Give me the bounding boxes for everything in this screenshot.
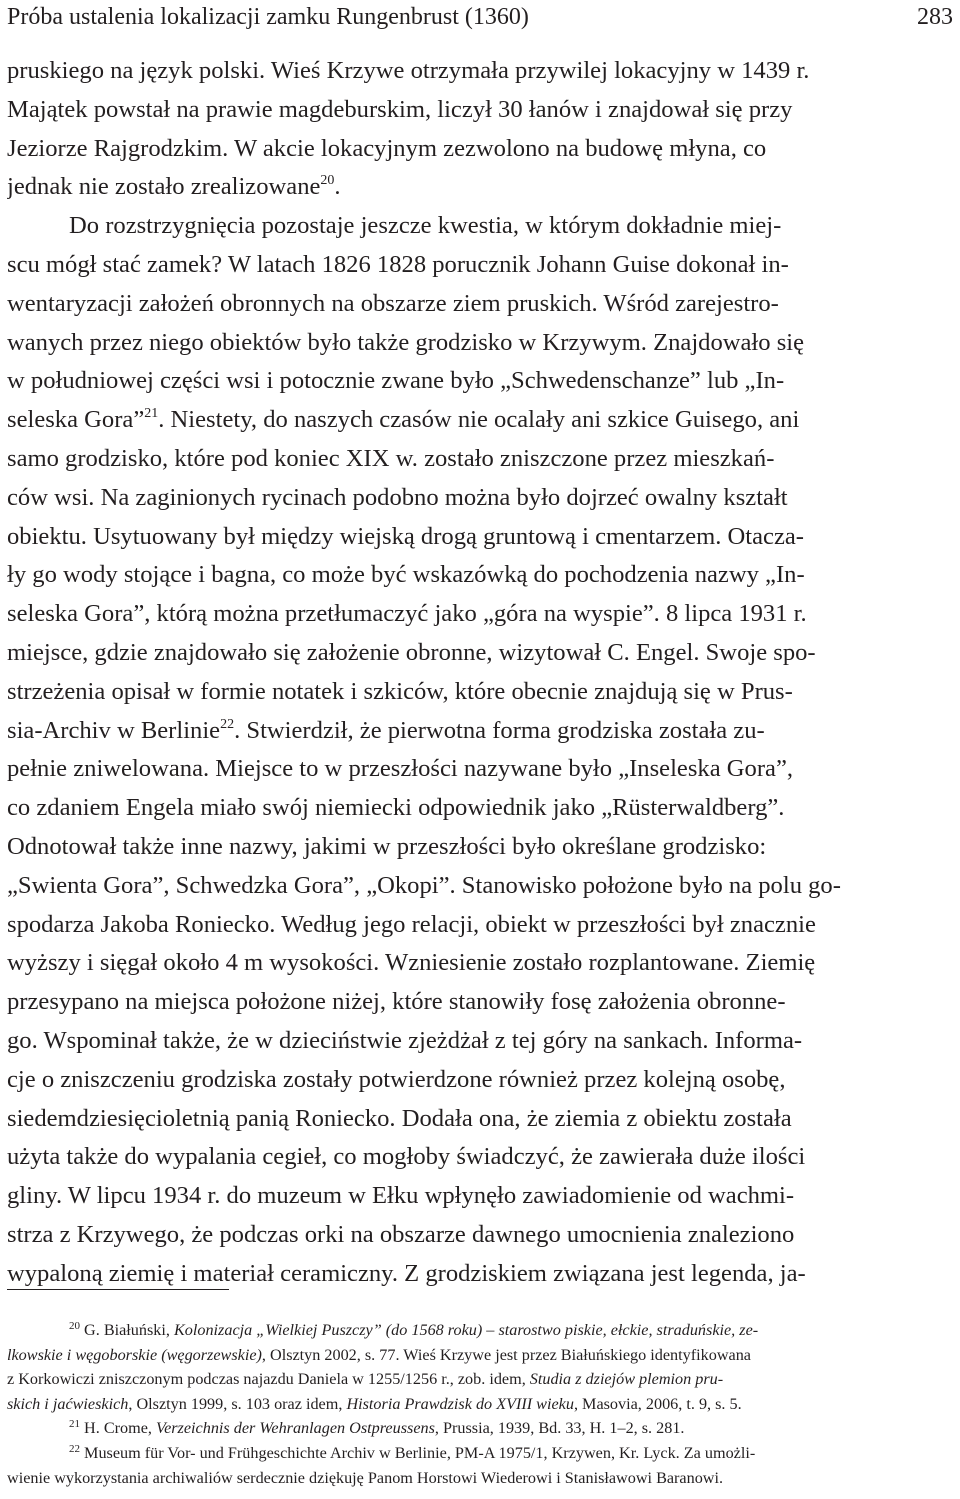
footnote-22: $^{22}$ Museum für Vor- und Frühgeschichte Archiv w Berlinie, PM-A 1975/1, Krzywen, Kr. Lyck. Za umożli- — [69, 1442, 756, 1462]
text-line: przesypano na miejsca położone niżej, które stanowiły fosę założenia obronne- — [7, 988, 786, 1016]
text-line: użyta także do wypalania cegieł, co mogłoby świadczyć, że zawierała duże ilości — [7, 1143, 806, 1171]
text-line: miejsce, gdzie znajdowało się założenie obronne, wizytował C. Engel. Swoje spo- — [7, 638, 816, 666]
text-line: siedemdziesięcioletnią panią Roniecko. Dodała ona, że ziemia z obiektu została — [7, 1104, 792, 1132]
footnote-line: skich i jaćwieskich, Olsztyn 1999, s. 103 oraz idem, Historia Prawdzisk do XVIII wieku, Masovia, 2006, t. 9, s. 5. — [7, 1394, 742, 1413]
text-line: wentaryzacji założeń obronnych na obszarze ziem pruskich. Wśród zarejestro- — [7, 289, 779, 317]
text-line: co zdaniem Engela miało swój niemiecki odpowiednik jako „Rüsterwaldberg”. — [7, 794, 785, 822]
footnote-20: $^{20}$ G. Białuński, Kolonizacja „Wielkiej Puszczy” (do 1568 roku) – starostwo piskie, ełckie, straduńskie, ze- — [69, 1320, 759, 1339]
footnote-ref-21[interactable]: 21 — [144, 406, 159, 422]
text-line: go. Wspominał także, że w dzieciństwie zjeżdżał z tej góry na sankach. Informa- — [7, 1026, 803, 1054]
text-line: obiektu. Usytuowany był między wiejską drogą gruntową i cmentarzem. Otacza- — [7, 522, 804, 550]
footnote-ref-22[interactable]: 22 — [220, 716, 235, 732]
text-line: seleska Gora”$^{21}$. Niestety, do naszych czasów nie ocalały ani szkice Guisego, ani — [7, 406, 800, 434]
text-line: Jeziorze Rajgrodzkim. W akcie lokacyjnym zezwolono na budowę młyna, co — [7, 134, 767, 162]
text-line: samo grodzisko, które pod koniec XIX w. zostało zniszczone przez mieszkań- — [7, 444, 775, 472]
text-line: pruskiego na język polski. Wieś Krzywe otrzymała przywilej lokacyjny w 1439 r. — [7, 57, 810, 84]
text-line: sia-Archiv w Berlinie$^{22}$. Stwierdził, że pierwotna forma grodziska została zu- — [7, 716, 765, 744]
text-line: wypaloną ziemię i materiał ceramiczny. Z grodziskiem związana jest legenda, ja- — [7, 1259, 806, 1287]
footnote-number: 22 — [69, 1442, 80, 1455]
text-line: strza z Krzywego, że podczas orki na obszarze dawnego umocnienia znaleziono — [7, 1220, 795, 1248]
footnote-number: 21 — [69, 1418, 80, 1431]
text-line: Odnotował także inne nazwy, jakimi w przeszłości było określane grodzisko: — [7, 832, 767, 860]
text-line: cje o zniszczeniu grodziska zostały potwierdzone również przez kolejną osobę, — [7, 1065, 786, 1093]
text-line: pełnie zniwelowana. Miejsce to w przeszłości nazywane było „Inseleska Gora”, — [7, 755, 794, 783]
running-header — [7, 0, 953, 34]
text-line: w południowej części wsi i potocznie zwane było „Schwedenschanze” lub „In- — [7, 367, 785, 395]
text-line: „Swienta Gora”, Schwedzka Gora”, „Okopi”. Stanowisko położone było na polu go- — [7, 871, 841, 899]
text-line: Do rozstrzygnięcia pozostaje jeszcze kwestia, w którym dokładnie miej- — [69, 212, 782, 240]
footnote-line: z Korkowiczi zniszczonym podczas najazdu Daniela w 1255/1256 r., zob. idem, Studia z dziejów plemion pru- — [7, 1370, 724, 1389]
body-text — [7, 52, 953, 1294]
footnote-21: $^{21}$ H. Crome, Verzeichnis der Wehranlagen Ostpreussens, Prussia, 1939, Bd. 33, H. 1–2, s. 281. — [69, 1418, 685, 1438]
text-line: Majątek powstał na prawie magdeburskim, liczył 30 łanów i znajdował się przy — [7, 95, 793, 123]
footnote-separator — [7, 1289, 229, 1290]
text-line: ły go wody stojące i bagna, co może być wskazówką do pochodzenia nazwy „In- — [7, 561, 805, 589]
footnotes — [7, 1318, 953, 1490]
text-line: jednak nie zostało zrealizowane$^{20}$. — [7, 173, 341, 201]
footnote-line: wienie wykorzystania archiwaliów serdecznie dziękuję Panom Horstowi Wiederowi i Stanisławowi Baranowi. — [7, 1468, 724, 1487]
footnote-number: 20 — [69, 1320, 80, 1332]
text-line: strzeżenia opisał w formie notatek i szkiców, które obecnie znajdują się w Prus- — [7, 677, 793, 705]
running-title: Próba ustalenia lokalizacji zamku Rungenbrust (1360) — [7, 4, 529, 30]
text-line: spodarza Jakoba Roniecko. Według jego relacji, obiekt w przeszłości był znacznie — [7, 910, 816, 938]
text-line: ców wsi. Na zaginionych rycinach podobno można było dojrzeć owalny kształt — [7, 483, 788, 511]
text-line: wanych przez niego obiektów było także grodzisko w Krzywym. Znajdowało się — [7, 328, 805, 356]
footnote-ref-20[interactable]: 20 — [320, 173, 335, 189]
footnote-line: lkowskie i węgoborskie (węgorzewskie), Olsztyn 2002, s. 77. Wieś Krzywe jest przez Białuńskiego identyfikowana — [7, 1345, 751, 1364]
text-line: gliny. W lipcu 1934 r. do muzeum w Ełku wpłynęło zawiadomienie od wachmi- — [7, 1182, 795, 1210]
text-line: scu mógł stać zamek? W latach 1826 1828 porucznik Johann Guise dokonał in- — [7, 250, 789, 278]
page-number: 283 — [917, 4, 953, 30]
text-line: seleska Gora”, którą można przetłumaczyć jako „góra na wyspie”. 8 lipca 1931 r. — [7, 600, 807, 628]
text-line: wyższy i sięgał około 4 m wysokości. Wzniesienie zostało rozplantowane. Ziemię — [7, 949, 816, 977]
